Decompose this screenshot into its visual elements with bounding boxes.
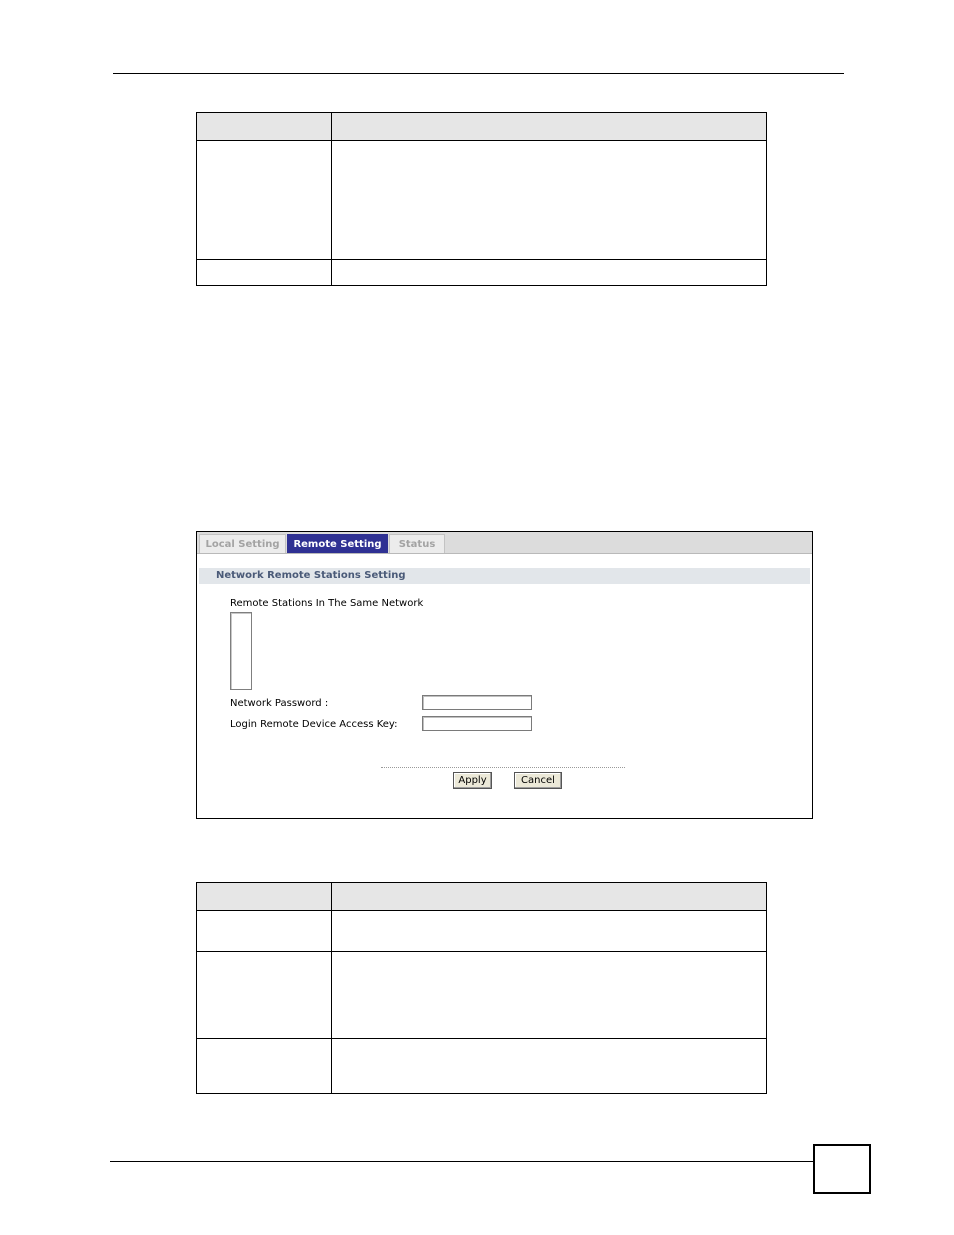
table-row (197, 1039, 767, 1094)
remote-stations-label: Remote Stations In The Same Network (230, 598, 424, 609)
table-cell (197, 141, 332, 260)
tab-status[interactable]: Status (389, 534, 445, 553)
header-rule (113, 73, 844, 74)
tab-bar (197, 532, 812, 554)
table-cell (197, 911, 332, 952)
remote-stations-listbox[interactable] (230, 612, 252, 690)
network-password-input[interactable] (422, 695, 532, 710)
top-table (196, 112, 767, 286)
table-cell (332, 1039, 767, 1094)
access-key-input[interactable] (422, 716, 532, 731)
table-row (197, 141, 767, 260)
tab-local-setting[interactable]: Local Setting (199, 534, 286, 553)
button-divider (381, 767, 625, 768)
table-row (197, 911, 767, 952)
table-cell (332, 141, 767, 260)
table-header-cell (197, 113, 332, 141)
tab-remote-setting[interactable]: Remote Setting (287, 534, 388, 553)
table-cell (332, 952, 767, 1039)
bottom-table (196, 882, 767, 1094)
apply-button[interactable]: Apply (453, 772, 492, 789)
table-cell (197, 952, 332, 1039)
table-cell (197, 1039, 332, 1094)
table-header-row (197, 883, 767, 911)
page-number-box (813, 1144, 871, 1194)
table-header-cell (332, 883, 767, 911)
table-cell (332, 911, 767, 952)
table-row (197, 952, 767, 1039)
table-cell (332, 260, 767, 286)
section-title: Network Remote Stations Setting (199, 568, 810, 584)
table-header-cell (197, 883, 332, 911)
footer-rule (110, 1161, 814, 1162)
table-header-row (197, 113, 767, 141)
remote-setting-screenshot (196, 531, 813, 819)
table-header-cell (332, 113, 767, 141)
table-cell (197, 260, 332, 286)
cancel-button[interactable]: Cancel (514, 772, 562, 789)
table-row (197, 260, 767, 286)
network-password-label: Network Password : (230, 698, 329, 709)
access-key-label: Login Remote Device Access Key: (230, 719, 398, 730)
